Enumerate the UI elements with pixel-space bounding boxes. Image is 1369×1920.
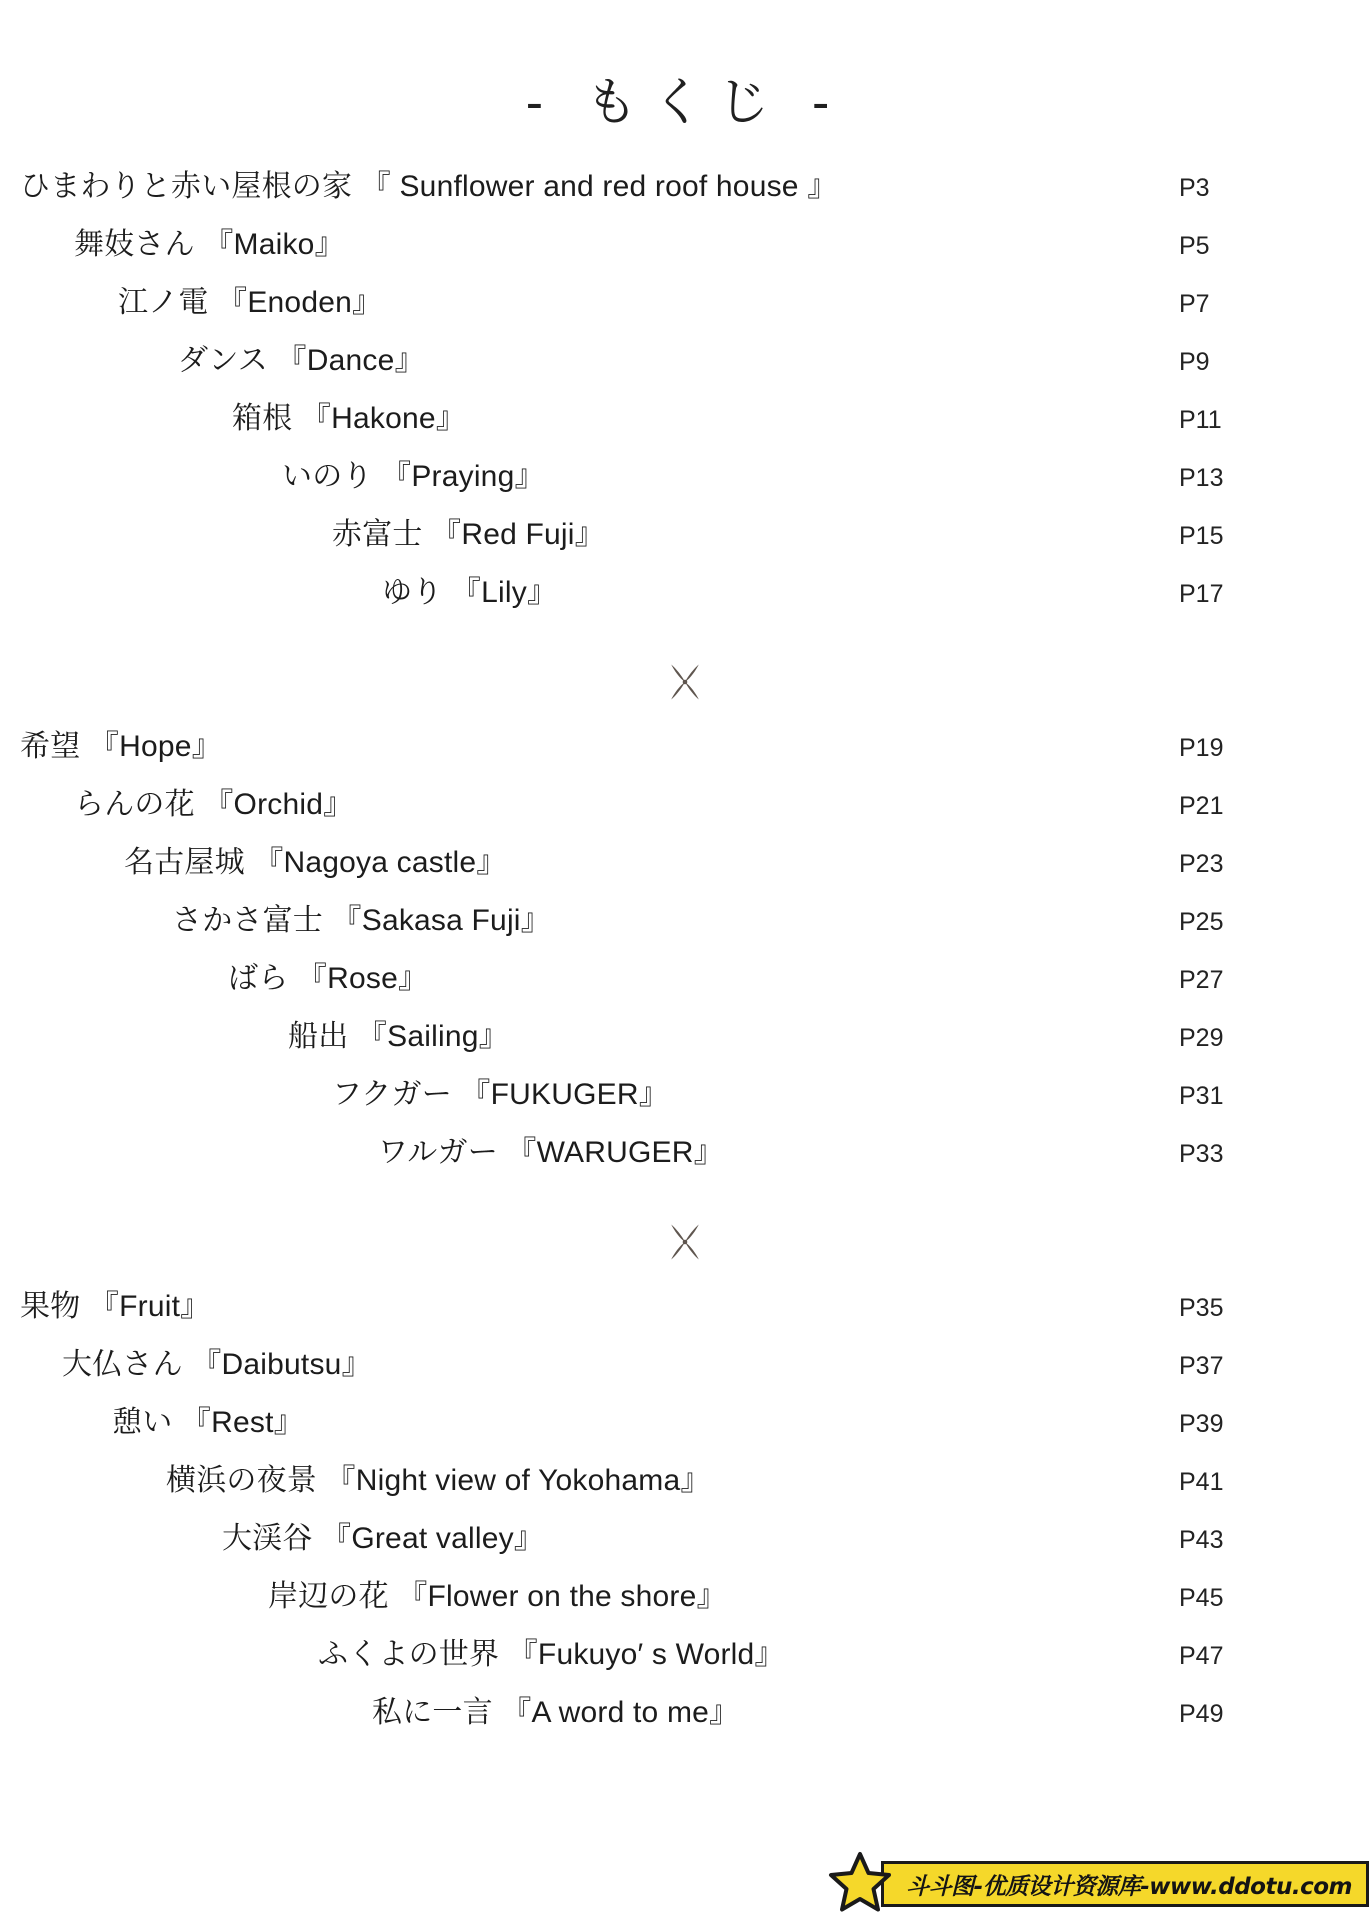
toc-page-number: P21 — [1179, 792, 1224, 821]
toc-entry-row[interactable] — [0, 848, 1369, 906]
toc-page-number: P27 — [1179, 966, 1224, 995]
toc-entry-title: 舞妓さん 『Maiko』 — [74, 228, 345, 262]
toc-entry-row[interactable] — [0, 404, 1369, 462]
toc-page-number: P45 — [1179, 1584, 1224, 1613]
toc-entry-title: 名古屋城 『Nagoya castle』 — [124, 846, 507, 880]
toc-entry-row[interactable] — [0, 1408, 1369, 1466]
toc-entry-title: ワルガー 『WARUGER』 — [378, 1136, 724, 1170]
toc-entry-title: さかさ富士 『Sakasa Fuji』 — [172, 904, 551, 938]
toc-entry-row[interactable] — [0, 520, 1369, 578]
toc-entry-row[interactable] — [0, 1524, 1369, 1582]
toc-page-number: P11 — [1179, 406, 1222, 435]
toc-page-number: P5 — [1179, 232, 1210, 261]
toc-entry-title: 岸辺の花 『Flower on the shore』 — [268, 1580, 727, 1614]
toc-entry-row[interactable] — [0, 288, 1369, 346]
toc-entry-title: ばら 『Rose』 — [228, 962, 429, 996]
toc-entry-row[interactable] — [0, 578, 1369, 636]
toc-entry-row[interactable] — [0, 230, 1369, 288]
toc-page-number: P47 — [1179, 1642, 1224, 1671]
toc-section — [0, 172, 1369, 636]
toc-entry-row[interactable] — [0, 1350, 1369, 1408]
toc-page-number: P35 — [1179, 1294, 1224, 1323]
toc-page-number: P15 — [1179, 522, 1224, 551]
toc-page-number: P25 — [1179, 908, 1224, 937]
toc-entry-title: 私に一言 『A word to me』 — [372, 1696, 740, 1730]
toc-entry-row[interactable] — [0, 964, 1369, 1022]
toc-page-number: P41 — [1179, 1468, 1224, 1497]
toc-entry-row[interactable] — [0, 1582, 1369, 1640]
four-petal-flower-icon — [662, 659, 708, 710]
toc-page-number: P33 — [1179, 1140, 1224, 1169]
toc-entry-row[interactable] — [0, 346, 1369, 404]
toc-entry-row[interactable] — [0, 1138, 1369, 1196]
toc-entry-row[interactable] — [0, 906, 1369, 964]
toc-page-number: P29 — [1179, 1024, 1224, 1053]
toc-page-number: P23 — [1179, 850, 1224, 879]
toc-section — [0, 1292, 1369, 1756]
toc-entry-row[interactable] — [0, 172, 1369, 230]
toc-entry-title: ひまわりと赤い屋根の家 『 Sunflower and red roof house 』 — [20, 170, 838, 204]
toc-page-number: P3 — [1179, 174, 1210, 203]
toc-entry-row[interactable] — [0, 732, 1369, 790]
toc-entry-row[interactable] — [0, 1466, 1369, 1524]
toc-entry-title: ダンス 『Dance』 — [178, 344, 425, 378]
page-title: - もくじ - — [525, 74, 844, 132]
toc-entry-title: ゆり 『Lily』 — [382, 576, 558, 610]
toc-entry-title: いのり 『Praying』 — [282, 460, 545, 494]
toc-entry-row[interactable] — [0, 1640, 1369, 1698]
toc-entry-title: らんの花 『Orchid』 — [74, 788, 354, 822]
toc-entry-title: フクガー 『FUKUGER』 — [332, 1078, 669, 1112]
toc-entry-title: 大仏さん 『Daibutsu』 — [62, 1348, 372, 1382]
toc-entry-title: 大渓谷 『Great valley』 — [222, 1522, 544, 1556]
watermark — [827, 1848, 1369, 1920]
toc-page-number: P7 — [1179, 290, 1210, 319]
toc-entry-title: 船出 『Sailing』 — [288, 1020, 509, 1054]
toc-page-number: P17 — [1179, 580, 1224, 609]
toc-entry-row[interactable] — [0, 462, 1369, 520]
toc-page-number: P31 — [1179, 1082, 1224, 1111]
toc-entry-title: 希望 『Hope』 — [20, 730, 222, 764]
star-icon — [827, 1849, 893, 1920]
toc-entry-title: 江ノ電 『Enoden』 — [118, 286, 383, 320]
toc-page-number: P37 — [1179, 1352, 1224, 1381]
toc-entry-row[interactable] — [0, 1292, 1369, 1350]
toc-entry-title: 果物 『Fruit』 — [20, 1290, 211, 1324]
toc-entry-title: ふくよの世界 『Fukuyo′ s World』 — [318, 1638, 785, 1672]
toc-section — [0, 732, 1369, 1196]
toc-entry-title: 憩い 『Rest』 — [112, 1406, 304, 1440]
toc-page-number: P39 — [1179, 1410, 1224, 1439]
watermark-text: 斗斗图-优质设计资源库-www.ddotu.com — [906, 1873, 1352, 1900]
toc-page-number: P43 — [1179, 1526, 1224, 1555]
toc-page-number: P49 — [1179, 1700, 1224, 1729]
toc-entry-title: 箱根 『Hakone』 — [232, 402, 466, 436]
toc-entry-row[interactable] — [0, 790, 1369, 848]
four-petal-flower-icon — [662, 1219, 708, 1270]
toc-entry-row[interactable] — [0, 1698, 1369, 1756]
watermark-bar — [881, 1861, 1369, 1907]
section-divider — [0, 636, 1369, 732]
toc-entry-title: 横浜の夜景 『Night view of Yokohama』 — [166, 1464, 711, 1498]
section-divider — [0, 1196, 1369, 1292]
toc-page-number: P19 — [1179, 734, 1224, 763]
toc-sections-container — [0, 172, 1369, 1756]
toc-entry-row[interactable] — [0, 1022, 1369, 1080]
toc-entry-title: 赤富士 『Red Fuji』 — [332, 518, 605, 552]
toc-page-number: P13 — [1179, 464, 1224, 493]
toc-page-number: P9 — [1179, 348, 1210, 377]
toc-entry-row[interactable] — [0, 1080, 1369, 1138]
